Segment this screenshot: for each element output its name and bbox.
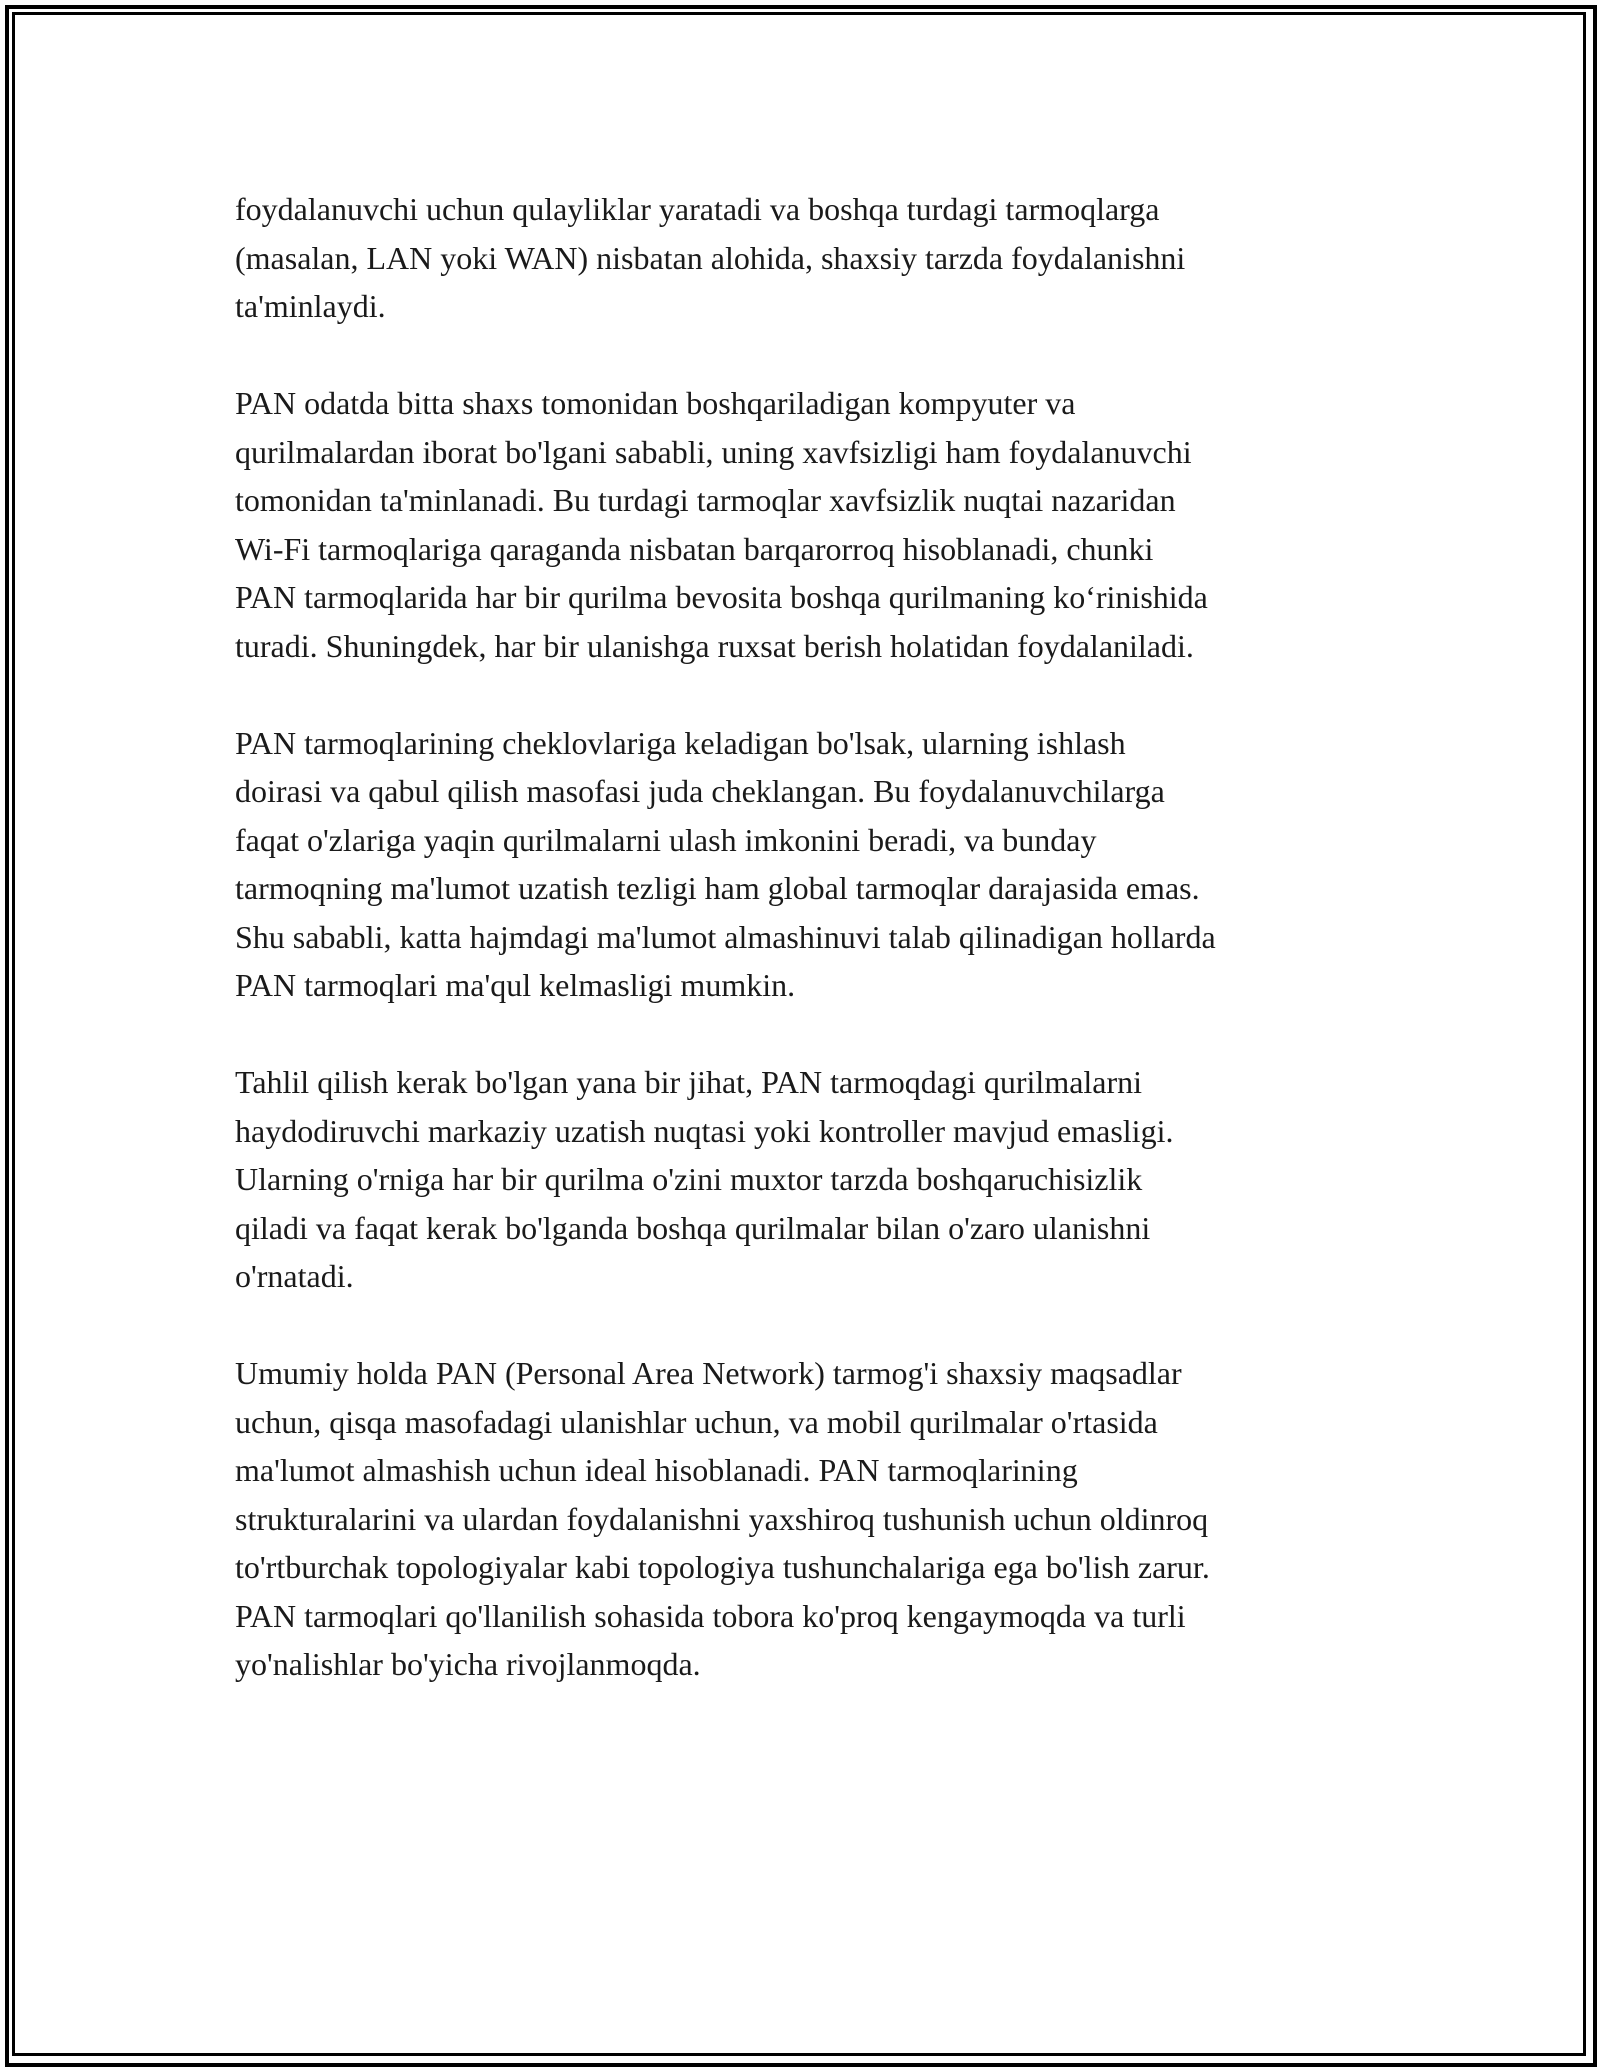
text-line: qiladi va faqat kerak bo'lganda boshqa qurilmalar bilan o'zaro ulanishni [235, 1209, 1151, 1246]
text-line: turadi. Shuningdek, har bir ulanishga ruxsat berish holatidan foydalaniladi. [235, 627, 1194, 664]
text-line: to'rtburchak topologiyalar kabi topologiya tushunchalariga ega bo'lish zarur. [235, 1549, 1210, 1585]
text-line: uchun, qisqa masofadagi ulanishlar uchun, va mobil qurilmalar o'rtasida [235, 1403, 1158, 1440]
text-line: PAN tarmoqlarining cheklovlariga keladigan bo'lsak, ularning ishlash [235, 724, 1126, 761]
paragraph-2 [235, 379, 1415, 670]
text-line: haydodiruvchi markaziy uzatish nuqtasi yoki kontroller mavjud emasligi. [235, 1112, 1174, 1149]
text-line: foydalanuvchi uchun qulayliklar yaratadi va boshqa turdagi tarmoqlarga [235, 191, 1160, 227]
text-line: ma'lumot almashish uchun ideal hisoblanadi. PAN tarmoqlarining [235, 1452, 1078, 1488]
paragraph-4 [235, 1058, 1415, 1301]
text-line: PAN tarmoqlari ma'qul kelmasligi mumkin. [235, 967, 796, 1003]
paragraph-5 [235, 1349, 1415, 1689]
text-line: (masalan, LAN yoki WAN) nisbatan alohida, shaxsiy tarzda foydalanishni [235, 239, 1186, 276]
text-line: Ularning o'rniga har bir qurilma o'zini muxtor tarzda boshqaruchisizlik [235, 1161, 1143, 1197]
document-body [235, 185, 1415, 1737]
text-line: Umumiy holda PAN (Personal Area Network) tarmog'i shaxsiy maqsadlar [235, 1355, 1182, 1391]
text-line: PAN tarmoqlarida har bir qurilma bevosita boshqa qurilmaning ko‘rinishida [235, 579, 1208, 615]
text-line: strukturalarini va ulardan foydalanishni yaxshiroq tushunish uchun oldinroq [235, 1500, 1209, 1537]
text-line: o'rnatadi. [235, 1258, 354, 1294]
text-line: PAN tarmoqlari qo'llanilish sohasida tobora ko'proq kengaymoqda va turli [235, 1597, 1186, 1634]
text-line: Shu sababli, katta hajmdagi ma'lumot almashinuvi talab qilinadigan hollarda [235, 918, 1216, 955]
text-line: tomonidan ta'minlanadi. Bu turdagi tarmoqlar xavfsizlik nuqtai nazaridan [235, 482, 1176, 518]
paragraph-3 [235, 719, 1415, 1010]
text-line: tarmoqning ma'lumot uzatish tezligi ham global tarmoqlar darajasida emas. [235, 870, 1200, 906]
paragraph-1 [235, 185, 1415, 331]
text-line: ta'minlaydi. [235, 288, 386, 324]
text-line: PAN odatda bitta shaxs tomonidan boshqariladigan kompyuter va [235, 385, 1076, 421]
text-line: qurilmalardan iborat bo'lgani sababli, uning xavfsizligi ham foydalanuvchi [235, 433, 1192, 470]
text-line: Tahlil qilish kerak bo'lgan yana bir jihat, PAN tarmoqdagi qurilmalarni [235, 1064, 1143, 1100]
text-line: Wi-Fi tarmoqlariga qaraganda nisbatan barqarorroq hisoblanadi, chunki [235, 530, 1154, 567]
text-line: doirasi va qabul qilish masofasi juda cheklangan. Bu foydalanuvchilarga [235, 773, 1165, 809]
text-line: yo'nalishlar bo'yicha rivojlanmoqda. [235, 1646, 701, 1682]
text-line: faqat o'zlariga yaqin qurilmalarni ulash imkonini beradi, va bunday [235, 821, 1097, 858]
